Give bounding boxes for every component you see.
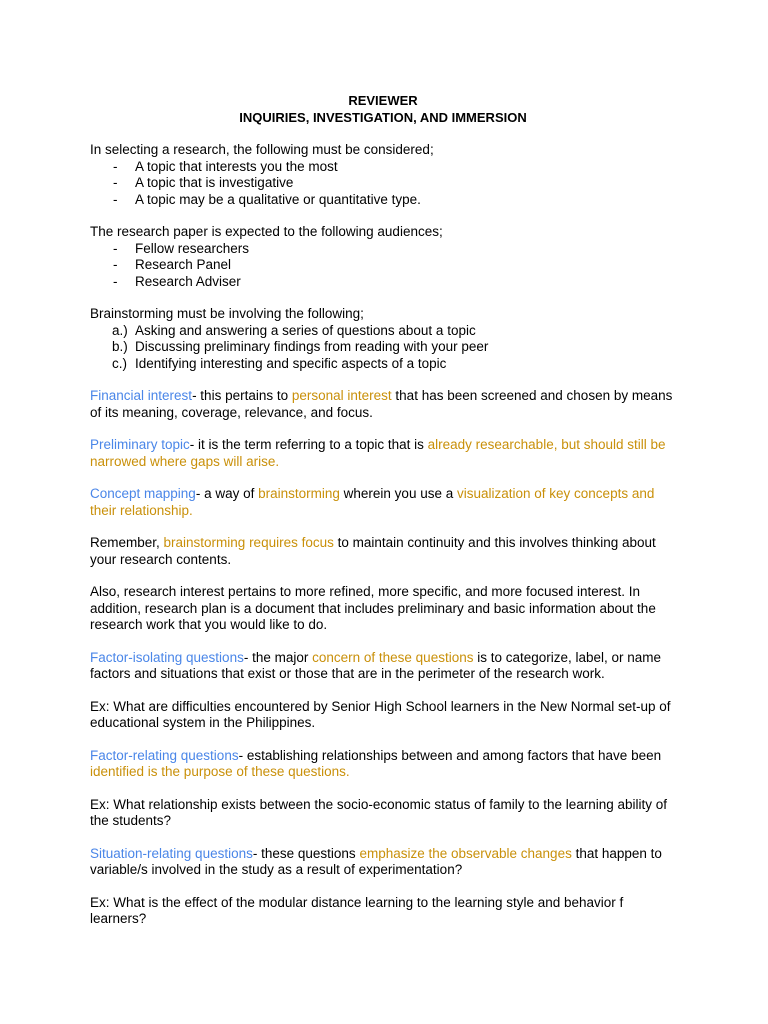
- paragraph-text: - establishing relationships between and among factors that have been: [238, 747, 662, 763]
- document-subtitle: INQUIRIES, INVESTIGATION, AND IMMERSION: [239, 110, 527, 125]
- document-title: REVIEWER: [348, 93, 418, 108]
- list-item-text: A topic may be a qualitative or quantitative type.: [135, 191, 421, 207]
- paragraph-text: Remember,: [90, 535, 164, 550]
- list-marker: -: [113, 158, 118, 174]
- paragraph-preliminary-topic: [90, 437, 680, 470]
- paragraph-text: wherein you use a: [339, 486, 457, 501]
- list-item-text: A topic that interests you the most: [135, 158, 338, 174]
- example-1: Ex: What are difficulties encountered by Senior High School learners in the New Normal set-up of educational system in the Philippines.: [90, 698, 671, 730]
- list-marker: a.): [112, 322, 128, 338]
- list-item-text: Research Panel: [135, 257, 232, 272]
- section-brainstorming: [90, 306, 680, 372]
- list-item: [90, 192, 680, 209]
- list-item-text: Asking and answering a series of questions about a topic: [135, 322, 476, 338]
- dash-list: [90, 241, 680, 291]
- paragraph-text: - the major: [243, 649, 313, 665]
- paragraph-text: is to categorize, label, or name factors and situations that exist or those that are in the perimeter of the research work.: [90, 649, 662, 681]
- list-marker: -: [113, 273, 118, 289]
- list-item: [90, 257, 680, 274]
- paragraph-text: - it is the term referring to a topic that is: [189, 437, 428, 452]
- highlight-text: brainstorming: [258, 486, 340, 501]
- highlight-text: visualization of key concepts and their relationship.: [90, 486, 655, 518]
- example-3: Ex: What is the effect of the modular distance learning to the learning style and behavior f learners?: [90, 894, 624, 926]
- list-marker: -: [113, 175, 118, 190]
- section-audiences: [90, 224, 680, 290]
- term-preliminary-topic: Preliminary topic: [90, 437, 190, 452]
- section-intro: The research paper is expected to the following audiences;: [90, 224, 443, 239]
- list-item-text: Discussing preliminary findings from reading with your peer: [135, 339, 489, 354]
- term-situation-relating: Situation-relating questions: [90, 845, 253, 861]
- paragraph-text: - this pertains to: [192, 388, 292, 403]
- paragraph-text: to maintain continuity and this involves thinking about your research contents.: [90, 535, 656, 567]
- list-marker: -: [113, 191, 118, 207]
- alpha-list: [90, 323, 680, 373]
- paragraph-text: - a way of: [195, 486, 259, 501]
- list-item: [90, 274, 680, 291]
- title-block: [90, 92, 680, 126]
- highlight-text: identified is the purpose of these questions.: [90, 764, 350, 779]
- paragraph-financial-interest: [90, 388, 680, 421]
- list-marker: -: [113, 257, 118, 272]
- example-2: Ex: What relationship exists between the socio-economic status of family to the learning ability of the students?: [90, 796, 668, 828]
- highlight-text: brainstorming requires focus: [163, 535, 334, 550]
- list-marker: -: [113, 240, 118, 256]
- term-factor-isolating: Factor-isolating questions: [90, 649, 244, 665]
- term-concept-mapping: Concept mapping: [90, 486, 196, 501]
- paragraph-text: - these questions: [252, 845, 360, 861]
- paragraph-concept-mapping: [90, 486, 680, 519]
- list-marker: c.): [112, 355, 127, 371]
- list-item-text: Identifying interesting and specific aspects of a topic: [135, 355, 447, 371]
- paragraph-text: that happen to variable/s involved in the study as a result of experimentation?: [90, 845, 662, 877]
- highlight-text: personal interest: [291, 388, 392, 403]
- highlight-text: already researchable, but should still be narrowed where gaps will arise.: [90, 437, 666, 469]
- list-item-text: A topic that is investigative: [135, 175, 294, 190]
- section-selecting-research: [90, 142, 680, 208]
- section-intro: In selecting a research, the following must be considered;: [90, 142, 434, 157]
- list-marker: b.): [112, 339, 128, 354]
- paragraph-text: that has been screened and chosen by means of its meaning, coverage, relevance, and focus.: [90, 388, 673, 420]
- list-item: [90, 175, 680, 192]
- paragraph-remember: [90, 535, 680, 568]
- list-item-text: Research Adviser: [135, 273, 241, 289]
- list-item: [90, 356, 680, 373]
- paragraph-situation-relating: [90, 846, 680, 879]
- term-financial-interest: Financial interest: [90, 388, 193, 403]
- paragraph-research-interest: Also, research interest pertains to more refined, more specific, and more focused interest. In addition, research plan is a document that includes preliminary and basic information about the research work that you would like to do.: [90, 584, 656, 632]
- section-intro: Brainstorming must be involving the following;: [90, 306, 364, 321]
- list-item: [90, 241, 680, 258]
- paragraph-factor-isolating: [90, 650, 680, 683]
- highlight-text: emphasize the observable changes: [359, 845, 572, 861]
- list-item-text: Fellow researchers: [135, 240, 250, 256]
- dash-list: [90, 159, 680, 209]
- highlight-text: concern of these questions: [312, 649, 474, 665]
- list-item: [90, 159, 680, 176]
- list-item: [90, 339, 680, 356]
- paragraph-factor-relating: [90, 748, 680, 781]
- list-item: [90, 323, 680, 340]
- term-factor-relating: Factor-relating questions: [90, 747, 239, 763]
- document-page: [90, 92, 680, 944]
